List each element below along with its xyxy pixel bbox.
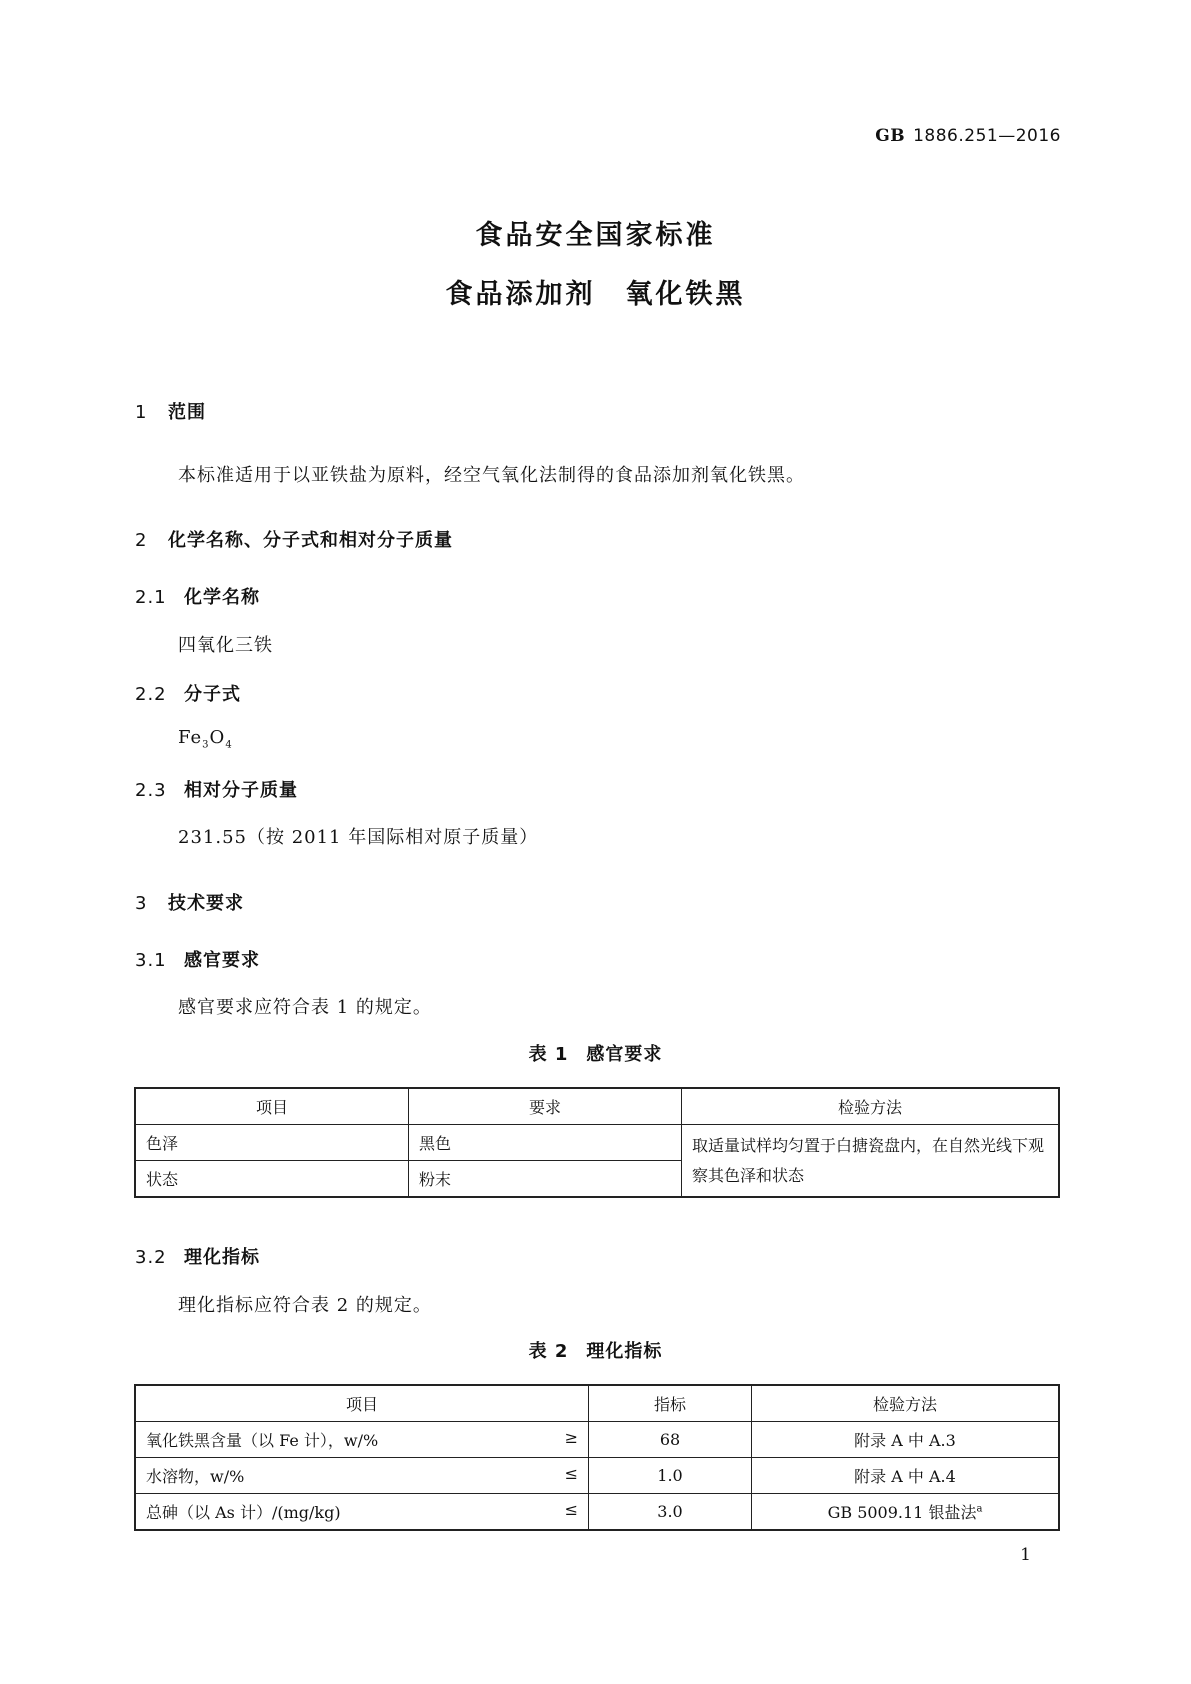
table-row	[135, 1494, 1059, 1531]
section-2-2-heading	[135, 680, 241, 706]
table-cell: 粉末	[409, 1161, 682, 1198]
section-number: 3.2	[135, 1247, 167, 1268]
section-title: 化学名称、分子式和相对分子质量	[168, 530, 453, 551]
table-header: 要求	[409, 1088, 682, 1125]
document-title: 食品安全国家标准	[475, 220, 716, 251]
section-2-3-heading	[135, 776, 298, 802]
standard-code	[875, 126, 1061, 146]
section-3-1-heading	[135, 946, 260, 972]
table-2	[134, 1384, 1060, 1531]
table-cell: 总砷（以 As 计）/(mg/kg) ≤	[135, 1494, 589, 1531]
section-title: 理化指标	[184, 1247, 260, 1268]
table-cell: 氧化铁黑含量（以 Fe 计），w/% ≥	[135, 1422, 589, 1458]
section-title: 化学名称	[184, 587, 260, 608]
standard-code-prefix: GB	[875, 126, 906, 146]
table-row	[135, 1125, 1059, 1161]
table-cell: 附录 A 中 A.4	[752, 1458, 1060, 1494]
page-number: 1	[1020, 1545, 1031, 1565]
section-3-2-heading	[135, 1243, 260, 1269]
table-cell: 黑色	[409, 1125, 682, 1161]
table-cell: 状态	[135, 1161, 409, 1198]
section-number: 3.1	[135, 950, 167, 971]
section-number: 3	[135, 893, 148, 914]
table-header: 项目	[135, 1088, 409, 1125]
table-cell: 取适量试样均匀置于白搪瓷盘内，在自然光线下观察其色泽和状态	[682, 1125, 1060, 1198]
table-2-caption: 表 2 理化指标	[528, 1341, 663, 1362]
section-1-text: 本标准适用于以亚铁盐为原料，经空气氧化法制得的食品添加剂氧化铁黑。	[178, 465, 805, 486]
section-3-1-text: 感官要求应符合表 1 的规定。	[178, 997, 432, 1018]
section-2-1-text: 四氧化三铁	[178, 635, 273, 656]
footnote-marker: a	[976, 1503, 983, 1515]
section-3-heading	[135, 889, 244, 915]
section-title: 分子式	[184, 684, 241, 705]
section-1-heading	[135, 398, 206, 424]
table-1-caption: 表 1 感官要求	[528, 1044, 663, 1065]
standard-code-number: 1886.251—2016	[913, 126, 1061, 146]
table-row	[135, 1422, 1059, 1458]
table-cell: GB 5009.11 银盐法$^a$	[752, 1494, 1060, 1531]
section-3-2-text: 理化指标应符合表 2 的规定。	[178, 1295, 432, 1316]
table-cell: 1.0	[589, 1458, 752, 1494]
table-cell: 色泽	[135, 1125, 409, 1161]
table-header: 项目	[135, 1385, 589, 1422]
table-row	[135, 1458, 1059, 1494]
section-number: 2	[135, 530, 148, 551]
section-title: 相对分子质量	[184, 780, 298, 801]
section-title: 范围	[168, 402, 206, 423]
table-cell: 水溶物，w/% ≤	[135, 1458, 589, 1494]
section-title: 技术要求	[168, 893, 244, 914]
table-cell: 68	[589, 1422, 752, 1458]
section-2-heading	[135, 526, 453, 552]
section-number: 2.2	[135, 684, 167, 705]
section-2-1-heading	[135, 583, 260, 609]
table-cell: 附录 A 中 A.3	[752, 1422, 1060, 1458]
section-title: 感官要求	[184, 950, 260, 971]
table-1	[134, 1087, 1060, 1198]
section-number: 1	[135, 402, 148, 423]
section-number: 2.3	[135, 780, 167, 801]
comparison-operator: ≤	[564, 1464, 578, 1483]
document-subtitle: 食品添加剂 氧化铁黑	[445, 279, 746, 310]
section-2-3-text: 231.55（按 2011 年国际相对原子质量）	[178, 827, 539, 848]
table-header: 检验方法	[682, 1088, 1060, 1125]
section-number: 2.1	[135, 587, 167, 608]
table-header: 指标	[589, 1385, 752, 1422]
comparison-operator: ≥	[564, 1428, 578, 1447]
table-header: 检验方法	[752, 1385, 1060, 1422]
comparison-operator: ≤	[564, 1500, 578, 1519]
molecular-formula: $Fe_3O_4$	[178, 727, 233, 751]
table-cell: 3.0	[589, 1494, 752, 1531]
